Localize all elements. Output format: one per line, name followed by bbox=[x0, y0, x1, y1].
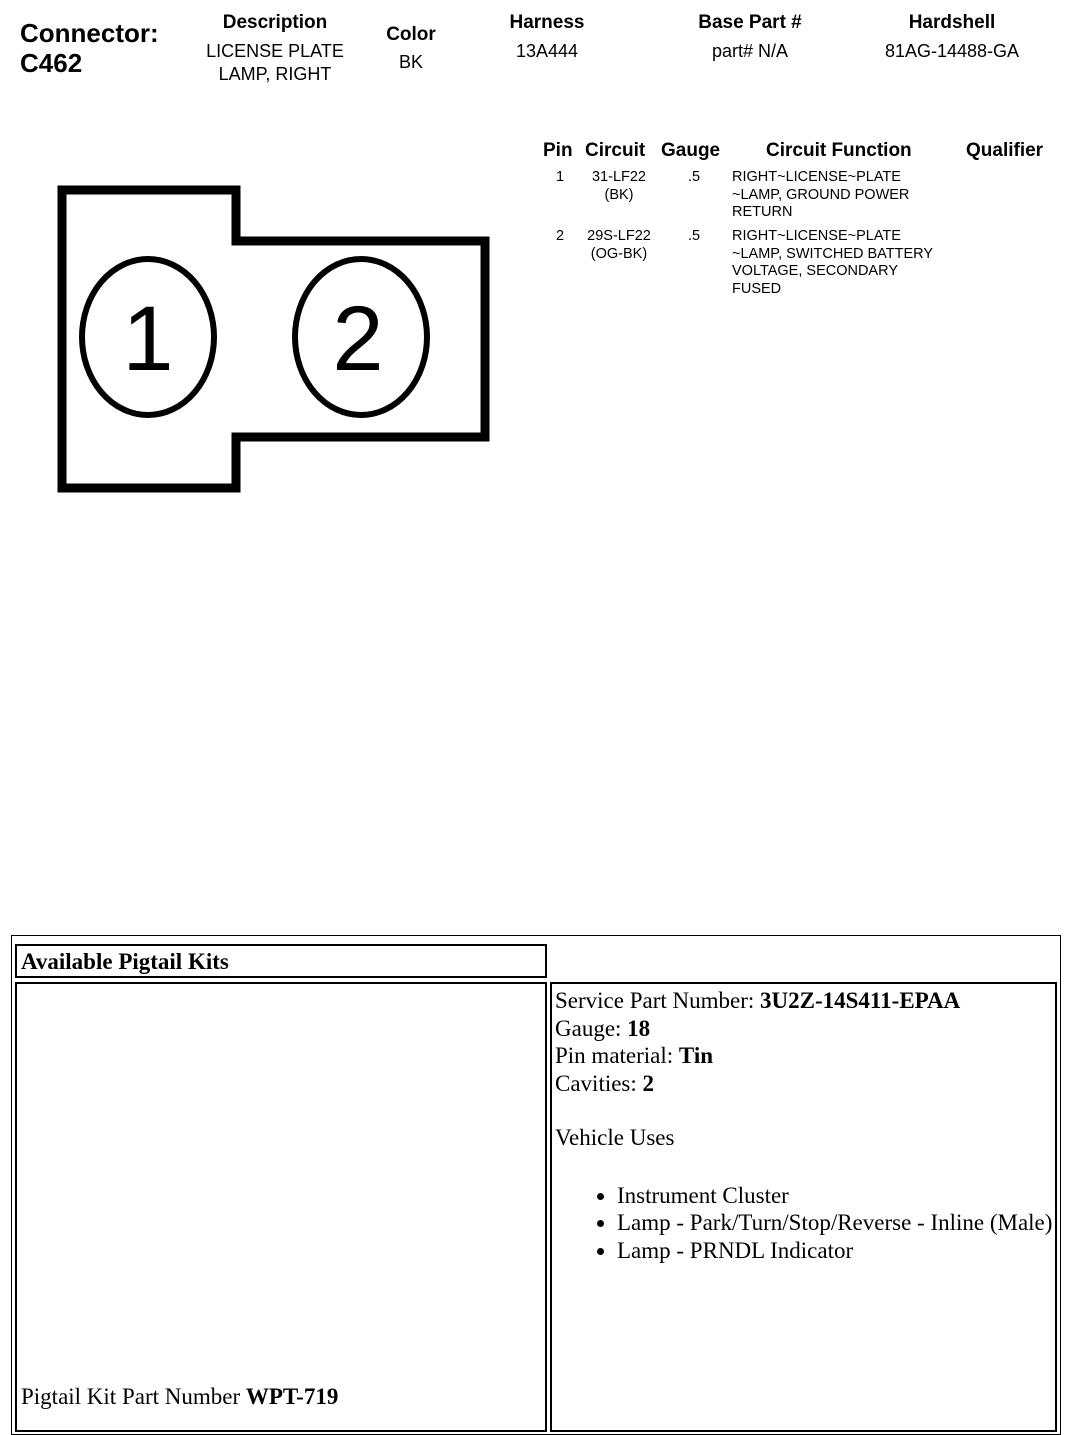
qualifier-header: Qualifier bbox=[966, 140, 1044, 161]
hardshell-header: Hardshell bbox=[908, 12, 996, 33]
pin-2-number: 2 bbox=[556, 228, 565, 244]
pin-2-circuit bbox=[578, 228, 660, 263]
vehicle-uses-heading: Vehicle Uses bbox=[555, 1125, 675, 1150]
pin-1-gauge: .5 bbox=[688, 169, 701, 185]
description-line1: LICENSE PLATE bbox=[206, 41, 344, 61]
pin-1-circuit-code: 31-LF22 bbox=[591, 169, 646, 185]
kit-part-label: Pigtail Kit Part Number bbox=[21, 1384, 246, 1409]
circuit-header: Circuit bbox=[585, 140, 646, 161]
pigtail-image-cell bbox=[15, 982, 547, 1432]
pin-2-circuit-code: 29S-LF22 bbox=[587, 228, 651, 244]
pin-2-function-line: VOLTAGE, SECONDARY bbox=[732, 263, 898, 279]
hardshell-value: 81AG-14488-GA bbox=[884, 41, 1020, 61]
color-header: Color bbox=[386, 24, 436, 45]
pin-material-label: Pin material: bbox=[555, 1043, 679, 1068]
description-line2: LAMP, RIGHT bbox=[218, 64, 332, 84]
description-header: Description bbox=[222, 12, 328, 33]
pin-1-circuit-color: (BK) bbox=[604, 186, 634, 203]
connector-label: Connector: bbox=[20, 18, 159, 48]
pin-header: Pin bbox=[543, 140, 573, 161]
cavity-2-label: 2 bbox=[332, 288, 384, 390]
connector-face-diagram bbox=[0, 0, 520, 520]
base-part-column bbox=[670, 12, 830, 63]
service-part-number bbox=[555, 987, 1055, 1015]
cavities-info bbox=[555, 1070, 1055, 1098]
list-item: • Lamp - Park/Turn/Stop/Reverse - Inline (Male) bbox=[617, 1209, 1055, 1237]
color-value: BK bbox=[398, 52, 423, 72]
pin-2-function-line: RIGHT~LICENSE~PLATE bbox=[732, 228, 901, 244]
hardshell-column bbox=[862, 12, 1042, 63]
pin-1-function bbox=[732, 169, 909, 222]
pin-2-function-line: FUSED bbox=[732, 280, 782, 297]
cavity-1-label: 1 bbox=[122, 288, 174, 390]
list-item: • Instrument Cluster bbox=[617, 1182, 1055, 1210]
vehicle-uses-list bbox=[555, 1182, 1055, 1265]
service-part-value: 3U2Z-14S411-EPAA bbox=[760, 988, 961, 1013]
kit-part-number bbox=[21, 1384, 338, 1410]
pin-1-number: 1 bbox=[556, 169, 565, 185]
pin-1-function-line: RETURN bbox=[732, 204, 793, 220]
pin-1-function-line: RIGHT~LICENSE~PLATE bbox=[732, 169, 901, 185]
pin-2-function-line: ~LAMP, SWITCHED BATTERY bbox=[732, 245, 934, 262]
gauge-info bbox=[555, 1015, 1055, 1043]
pin-material-info bbox=[555, 1042, 1055, 1070]
pigtail-title: Available Pigtail Kits bbox=[15, 944, 547, 978]
base-part-value: part# N/A bbox=[711, 41, 789, 61]
connector-id: C462 bbox=[20, 48, 83, 78]
cavities-value: 2 bbox=[642, 1070, 655, 1096]
pin-material-value: Tin bbox=[678, 1043, 714, 1068]
harness-header: Harness bbox=[509, 12, 585, 33]
pin-2-function bbox=[732, 228, 933, 298]
gauge-value: 18 bbox=[627, 1015, 651, 1041]
kit-part-value: WPT-719 bbox=[245, 1384, 339, 1409]
pin-2-gauge: .5 bbox=[688, 228, 701, 244]
base-part-header: Base Part # bbox=[698, 12, 802, 33]
list-item: • Lamp - PRNDL Indicator bbox=[617, 1237, 1055, 1265]
pigtail-details-cell bbox=[550, 982, 1057, 1432]
gauge-header: Gauge bbox=[661, 140, 721, 161]
gauge-label: Gauge: bbox=[555, 1015, 628, 1041]
service-part-label: Service Part Number: bbox=[555, 988, 761, 1013]
harness-value: 13A444 bbox=[515, 41, 579, 61]
function-header: Circuit Function bbox=[766, 140, 912, 161]
cavities-label: Cavities: bbox=[555, 1070, 643, 1096]
pin-1-circuit bbox=[578, 169, 660, 204]
pin-1-function-line: ~LAMP, GROUND POWER bbox=[732, 186, 910, 203]
pin-2-circuit-color: (OG-BK) bbox=[590, 245, 648, 262]
